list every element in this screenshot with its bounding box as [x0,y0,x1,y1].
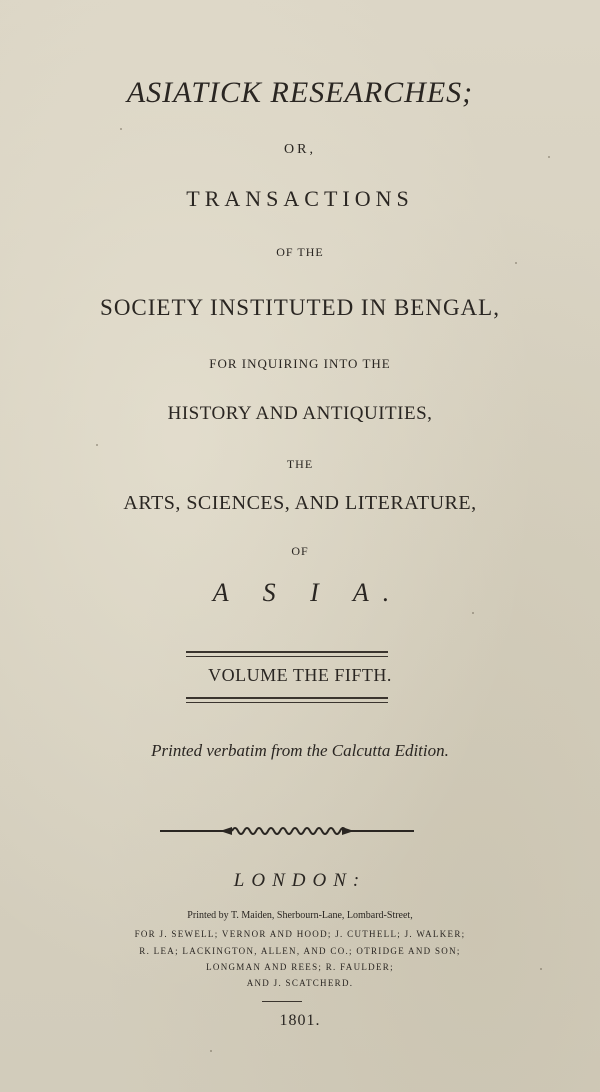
paper-speck [210,1050,212,1052]
year-rule [262,1001,302,1002]
connector-of: OF [291,544,309,558]
paper-speck [96,444,98,446]
ornamental-rule-icon [160,824,414,838]
arts-line: ARTS, SCIENCES, AND LITERATURE, [123,492,477,514]
imprint-place: LONDON: [233,870,367,891]
paper-speck [540,968,542,970]
society-name: SOCIETY INSTITUTED IN BENGAL, [100,295,500,320]
printer-line: Printed by T. Maiden, Sherbourn-Lane, Lombard-Street, [187,910,413,921]
subtitle-transactions: TRANSACTIONS [186,186,414,211]
volume-line: VOLUME THE FIFTH. [208,665,392,685]
history-line: HISTORY AND ANTIQUITIES, [167,403,433,424]
edition-note: Printed verbatim from the Calcutta Edition. [151,741,449,760]
booksellers-line: LONGMAN AND REES; R. FAULDER; [206,962,394,972]
volume-rule-top [186,651,388,657]
connector-the: THE [286,457,314,471]
booksellers-line: AND J. SCATCHERD. [246,978,354,988]
asia-line: A S I A. [212,578,404,607]
paper-speck [515,262,517,264]
booksellers-line: R. LEA; LACKINGTON, ALLEN, AND CO.; OTRIDGE AND SON; [139,946,461,956]
paper-speck [120,128,122,130]
purpose-line: FOR INQUIRING INTO THE [209,356,391,371]
booksellers-line: FOR J. SEWELL; VERNOR AND HOOD; J. CUTHELL; J. WALKER; [134,929,466,939]
volume-rule-bottom [186,697,388,703]
subtitle-or: OR, [284,142,316,157]
connector-of-the: OF THE [276,245,324,259]
paper-speck [472,612,474,614]
imprint-year: 1801. [279,1012,321,1029]
book-title: ASIATICK RESEARCHES; [126,76,474,109]
paper-speck [548,156,550,158]
